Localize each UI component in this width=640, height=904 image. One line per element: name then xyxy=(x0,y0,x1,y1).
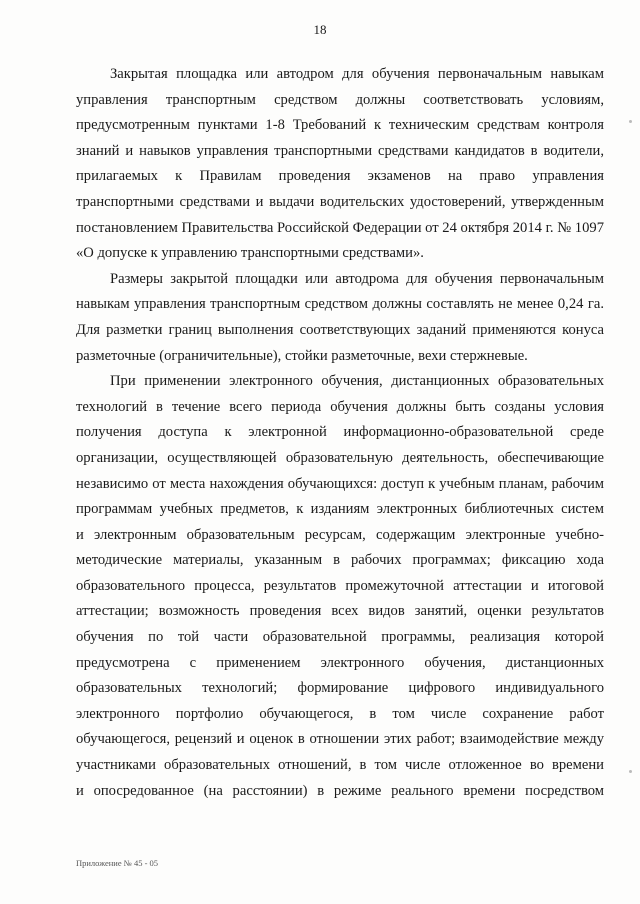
scan-artifact xyxy=(629,120,632,123)
text-line: предусмотрена с применением электронного обучения, дистанционных xyxy=(76,654,604,671)
text-line: «О допуске к управлению транспортными средствами». xyxy=(76,245,424,262)
text-line: постановлением Правительства Российской Федерации от 24 октября 2014 г. № 1097 xyxy=(76,219,604,236)
text-line: Размеры закрытой площадки или автодрома для обучения первоначальным xyxy=(110,270,604,287)
text-line: программам учебных предметов, к изданиям электронных библиотечных систем xyxy=(76,501,604,518)
text-line: разметочные (ограничительные), стойки разметочные, вехи стержневые. xyxy=(76,347,528,364)
scan-artifact xyxy=(629,770,632,773)
text-line: Для разметки границ выполнения соответствующих заданий применяются конуса xyxy=(76,321,604,338)
text-line: и электронным образовательным ресурсам, содержащим электронные учебно- xyxy=(76,526,604,543)
text-line: При применении электронного обучения, дистанционных образовательных xyxy=(110,373,604,390)
text-line: методические материалы, указанным в рабочих программах; фиксацию хода xyxy=(76,552,604,569)
text-line: транспортными средствами и выдачи водительских удостоверений, утвержденным xyxy=(76,193,604,210)
text-line: электронного портфолио обучающегося, в том числе сохранение работ xyxy=(76,705,604,722)
text-line: технологий в течение всего периода обучения должны быть созданы условия xyxy=(76,398,604,415)
text-line: участниками образовательных отношений, в том числе отложенное во времени xyxy=(76,757,604,774)
text-line: независимо от места нахождения обучающихся: доступ к учебным планам, рабочим xyxy=(76,475,604,492)
text-line: предусмотренным пунктами 1-8 Требований к техническим средствам контроля xyxy=(76,117,604,134)
page-number: 18 xyxy=(313,22,327,37)
paragraph xyxy=(76,267,604,369)
document-footer: Приложение № 45 - 05 xyxy=(76,858,159,868)
text-line: получения доступа к электронной информационно-образовательной среде xyxy=(76,424,604,441)
text-line: обучения по той части образовательной программы, реализация которой xyxy=(76,629,604,646)
text-line: знаний и навыков управления транспортными средствами кандидатов в водители, xyxy=(76,142,604,159)
text-line: Закрытая площадка или автодром для обучения первоначальным навыкам xyxy=(110,66,604,82)
text-line: управления транспортным средством должны соответствовать условиям, xyxy=(76,91,604,108)
text-line: навыкам управления транспортным средством должны составлять не менее 0,24 га. xyxy=(76,296,604,313)
text-line: и опосредованное (на расстоянии) в режиме реального времени посредством xyxy=(76,782,604,799)
text-line: образовательного процесса, результатов промежуточной аттестации и итоговой xyxy=(76,577,604,594)
text-line: организации, осуществляющей образовательную деятельность, обеспечивающие xyxy=(76,449,604,466)
paragraph xyxy=(76,62,604,267)
paragraph xyxy=(76,369,604,804)
text-line: прилагаемых к Правилам проведения экзаменов на право управления xyxy=(76,168,604,185)
text-line: аттестации; возможность проведения всех видов занятий, оценки результатов xyxy=(76,603,604,620)
document-body xyxy=(76,62,604,804)
text-line: обучающегося, рецензий и оценок в отношении этих работ; взаимодействие между xyxy=(76,731,604,748)
text-line: образовательных технологий; формирование цифрового индивидуального xyxy=(76,680,604,697)
